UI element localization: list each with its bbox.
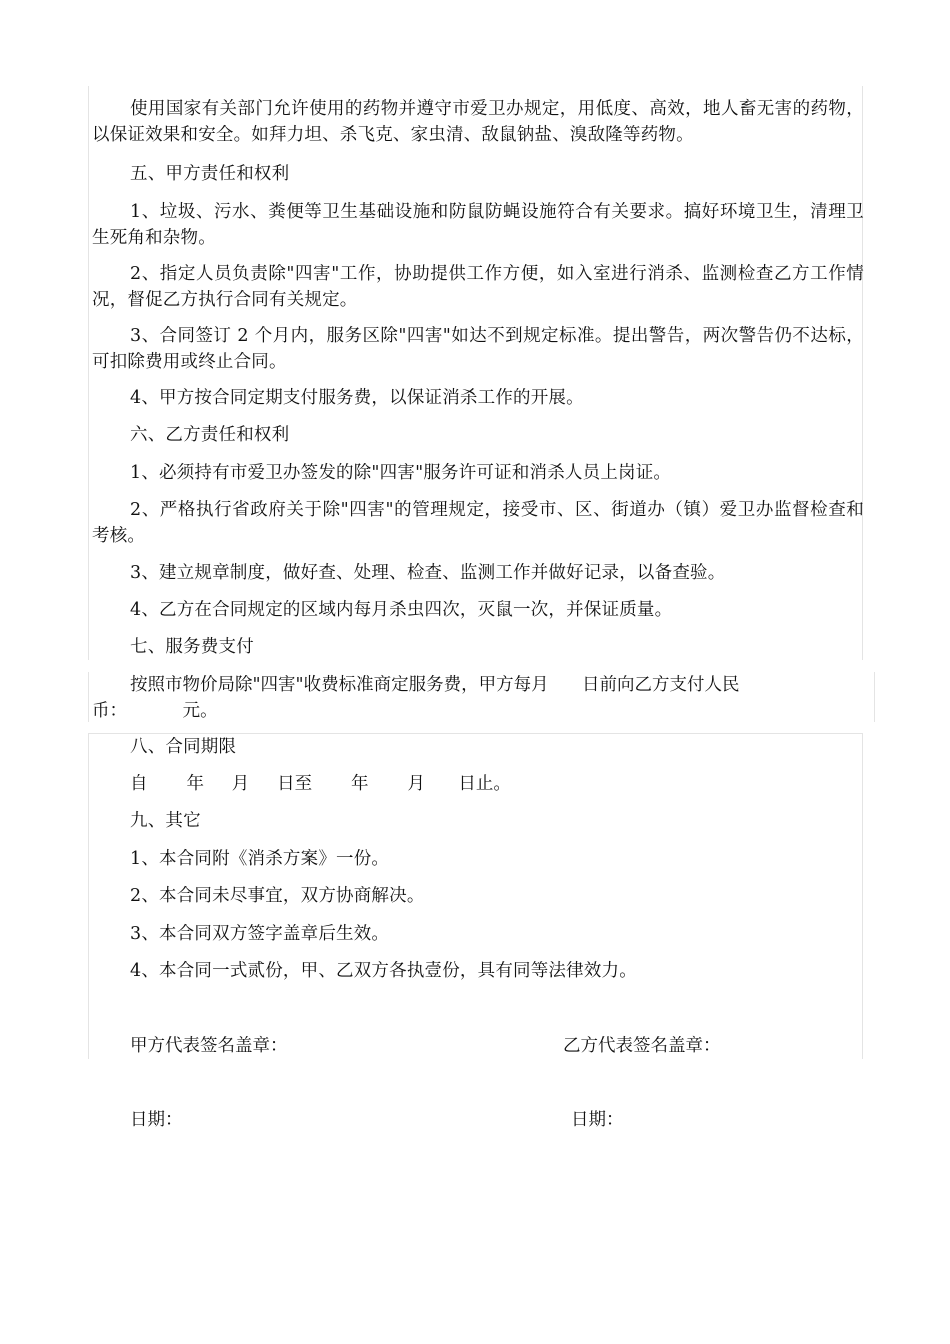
frame-right-line-bottom — [862, 733, 863, 1059]
section-7-payment-line-1: 按照市物价局除"四害"收费标准商定服务费，甲方每月 日前向乙方支付人民 — [130, 675, 740, 695]
section-9-title: 九、其它 — [130, 811, 201, 831]
section-8-term: 自 年 月 日至 年 月 日止。 — [130, 774, 511, 794]
section-7-payment-line-2: 币： 元。 — [92, 701, 218, 721]
section-5-title: 五、甲方责任和权利 — [130, 164, 290, 184]
section-9-item-1: 1、本合同附《消杀方案》一份。 — [130, 849, 390, 869]
section-9-item-3: 3、本合同双方签字盖章后生效。 — [130, 924, 390, 944]
section-5-item-3: 3、合同签订 2 个月内，服务区除"四害"如达不到规定标准。提出警告，两次警告仍不达标，可扣除费用或终止合同。 — [92, 326, 864, 372]
frame-left-line-top — [88, 86, 89, 660]
section-6-item-2: 2、严格执行省政府关于除"四害"的管理规定，接受市、区、街道办（镇）爱卫办监督检查和考核。 — [92, 500, 864, 546]
frame-left-line-mid — [88, 672, 89, 722]
section-5-item-1: 1、垃圾、污水、粪便等卫生基础设施和防鼠防蝇设施符合有关要求。搞好环境卫生，清理卫生死角和杂物。 — [92, 202, 864, 248]
section-7-title: 七、服务费支付 — [130, 637, 254, 657]
frame-left-line-bottom — [88, 733, 89, 1059]
intro-paragraph: 使用国家有关部门允许使用的药物并遵守市爱卫办规定，用低度、高效，地人畜无害的药物，以保证效果和安全。如拜力坦、杀飞克、家虫清、敌鼠钠盐、溴敌隆等药物。 — [92, 99, 864, 145]
party-a-signature-label: 甲方代表签名盖章： — [130, 1036, 288, 1056]
party-b-signature-label: 乙方代表签名盖章： — [563, 1036, 721, 1056]
section-6-item-1: 1、必须持有市爱卫办签发的除"四害"服务许可证和消杀人员上岗证。 — [130, 463, 672, 483]
section-6-title: 六、乙方责任和权利 — [130, 425, 290, 445]
section-9-item-2: 2、本合同未尽事宜，双方协商解决。 — [130, 886, 425, 906]
section-6-item-4: 4、乙方在合同规定的区域内每月杀虫四次，灭鼠一次，并保证质量。 — [130, 600, 673, 620]
section-6-item-3: 3、建立规章制度，做好查、处理、检查、监测工作并做好记录，以备查验。 — [130, 563, 726, 583]
section-8-title: 八、合同期限 — [130, 737, 237, 757]
section-5-item-2: 2、指定人员负责除"四害"工作，协助提供工作方便，如入室进行消杀、监测检查乙方工作情况，督促乙方执行合同有关规定。 — [92, 264, 864, 310]
party-a-date-label: 日期： — [130, 1110, 183, 1130]
section-5-item-4: 4、甲方按合同定期支付服务费，以保证消杀工作的开展。 — [130, 388, 584, 408]
frame-right-line-mid — [874, 672, 875, 722]
party-b-date-label: 日期： — [571, 1110, 624, 1130]
section-9-item-4: 4、本合同一式贰份，甲、乙双方各执壹份，具有同等法律效力。 — [130, 961, 637, 981]
